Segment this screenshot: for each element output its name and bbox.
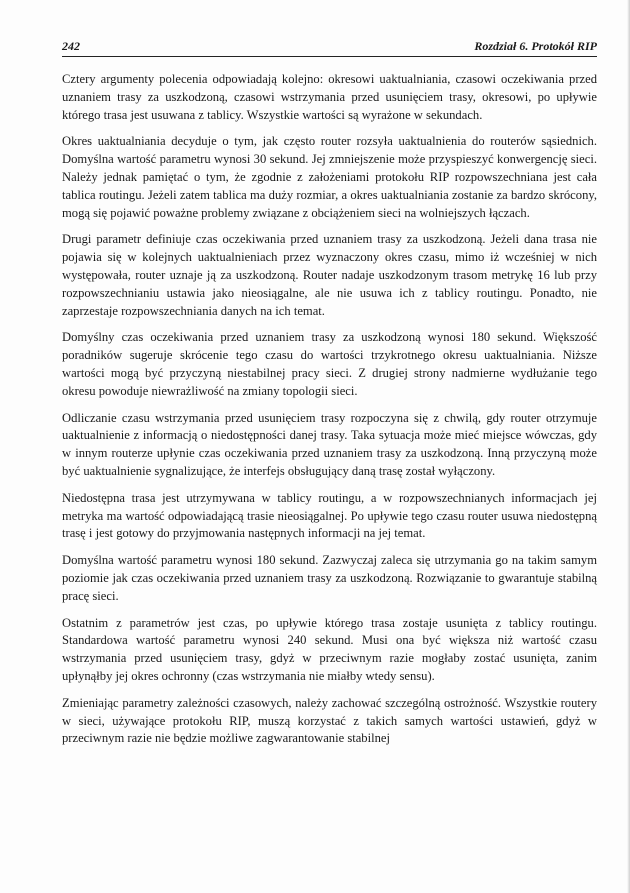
paragraph: Domyślna wartość parametru wynosi 180 sekund. Zazwyczaj zaleca się utrzymania go na takim samym poziomie jak czas oczekiwania przed uznaniem trasy za uszkodzoną. Rozwiązanie to gwarantuje stabilną pracę sieci. [62, 553, 597, 603]
paragraph: Cztery argumenty polecenia odpowiadają kolejno: okresowi uaktualniania, czasowi oczekiwania przed uznaniem trasy za uszkodzoną, czasowi wstrzymania przed usunięciem trasy, okresowi, po upływie którego trasa jest usuwana z tablicy. Wszystkie wartości są wyrażone w sekundach. [62, 72, 597, 122]
page-number: 242 [62, 39, 80, 53]
paragraph: Okres uaktualniania decyduje o tym, jak często router rozsyła uaktualnienia do routerów sąsiednich. Domyślna wartość parametru wynosi 30 sekund. Jej zmniejszenie może przyspieszyć konwergencję sieci. Należy jednak pamiętać o tym, że zgodnie z założeniami protokołu RIP rozpowszechniana jest cała tablica routingu. Jeżeli zatem tablica ma duży rozmiar, a okres uaktualniania zostanie za bardzo skrócony, mogą się pojawić poważne problemy związane z obciążeniem sieci na wolniejszych łączach. [62, 134, 597, 220]
paragraph: Odliczanie czasu wstrzymania przed usunięciem trasy rozpoczyna się z chwilą, gdy router otrzymuje uaktualnienie z informacją o niedostępności danej trasy. Taka sytuacja może mieć miejsce wówczas, gdy w innym routerze upłynie czas oczekiwania przed uznaniem trasy za uszkodzoną. Inną przyczyną może być uaktualnienie sygnalizujące, że interfejs obsługujący daną trasę został wyłączony. [62, 410, 597, 478]
running-header [62, 36, 597, 57]
paragraph: Niedostępna trasa jest utrzymywana w tablicy routingu, a w rozpowszechnianych informacjach jej metryka ma wartość odpowiadającą trasie nieosiągalnej. Po upływie tego czasu router usuwa niedostępną trasę i jest gotowy do przyjmowania następnych informacji na jej temat. [62, 490, 597, 541]
paragraph: Domyślny czas oczekiwania przed uznaniem trasy za uszkodzoną wynosi 180 sekund. Większość poradników sugeruje skrócenie tego czasu do wartości trzykrotnego okresu uaktualniania. Niższe wartości mogą być przyczyną niestabilnej pracy sieci. Z drugiej strony nadmierne wydłużanie tego okresu powoduje niewrażliwość na zmiany topologii sieci. [62, 330, 597, 398]
chapter-title: Rozdział 6. Protokół RIP [474, 39, 597, 53]
body-text [62, 71, 597, 757]
paragraph: Ostatnim z parametrów jest czas, po upływie którego trasa zostaje usunięta z tablicy routingu. Standardowa wartość parametru wynosi 240 sekund. Musi ona być większa niż wartość czasu wstrzymania przed usunięciem trasy, gdyż w przeciwnym razie mogłaby zostać usunięta, zanim upłynąłby jej okres ochronny (czas wstrzymania nie miałby wtedy sensu). [62, 615, 597, 683]
paragraph: Drugi parametr definiuje czas oczekiwania przed uznaniem trasy za uszkodzoną. Jeżeli dana trasa nie pojawia się w kolejnych uaktualnieniach przez wyznaczony okres czasu, mimo iż wcześniej w nich występowała, router uznaje ją za uszkodzoną. Router nadaje uszkodzonym trasom metrykę 16 lub przy rozpowszechnianiu ustawia jako nieosiągalne, ale nie usuwa ich z tablicy routingu. Ponadto, nie zaprzestaje rozpowszechniania danych na ich temat. [62, 232, 597, 318]
paragraph: Zmieniając parametry zależności czasowych, należy zachować szczególną ostrożność. Wszystkie routery w sieci, używające protokołu RIP, muszą korzystać z takich samych wartości ustawień, gdyż w przeciwnym razie nie będzie możliwe zagwarantowanie stabilnej [62, 695, 597, 746]
